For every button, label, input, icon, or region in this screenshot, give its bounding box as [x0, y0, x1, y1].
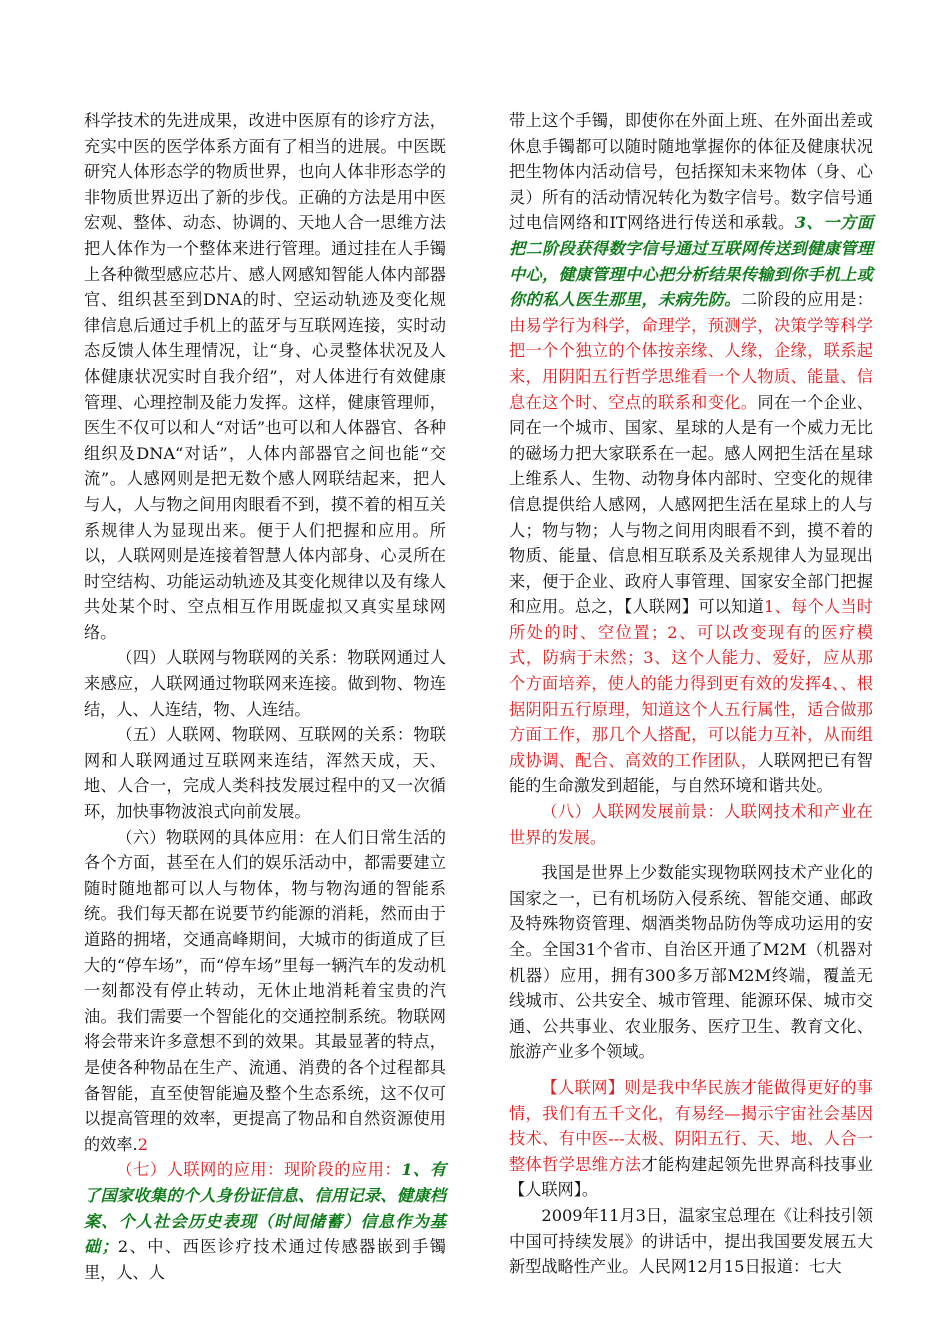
- paragraph-l1: [84, 108, 446, 645]
- text-segment: 2: [137, 1134, 149, 1154]
- paragraph-r4: [509, 1075, 873, 1203]
- paragraph-r2: [509, 799, 873, 850]
- text-segment: 1、有了国家收集的个人身份证信息、信用记录、健康档案、个人社会历史表现（时间储蓄）信息作为基础；: [84, 1160, 447, 1257]
- text-segment: 【人联网】则是我中华民族才能做得更好的事情，我们有五千文化，有易经—揭示宇宙社会基因技术、有中医---太极、阴阳五行、天、地、人合一整体哲学思维方法: [509, 1077, 873, 1174]
- text-segment: 3、一方面把二阶段获得数字信号通过互联网传送到健康管理中心，健康管理中心把分析结果传输到你手机上或你的私人医生那里，未病先防。: [509, 213, 873, 310]
- paragraph-l2: [84, 645, 446, 722]
- right-column: [509, 108, 873, 1280]
- text-segment: 同在一个企业、同在一个城市、国家、星球的人是有一个威力无比的磁场力把大家联系在一起。感人网把生活在星球上维系人、生物、动物身体内部时、空变化的规律信息提供给人感网，人感网把生活在星球上的人与人；物与物；人与物之间用肉眼看不到，摸不着的物质、能量、信息相互联系及关系规律人为显现出来，便于企业、政府人事管理、国家安全部门把握和应用。总之，【人联网】可以知道: [509, 392, 873, 617]
- paragraph-l5: [84, 1157, 446, 1285]
- text-segment: （七）人联网的应用：现阶段的应用：: [116, 1160, 402, 1180]
- text-segment: （六）物联网的具体应用：在人们日常生活的各个方面，甚至在人们的娱乐活动中，都需要建立随时随地都可以人与物体，物与物沟通的智能系统。我们每天都在说要节约能源的消耗，然而由于道路的拥堵，交通高峰期间，大城市的街道成了巨大的“停车场”，而“停车场”里每一辆汽车的发动机一刻都没有停止转动，无休止地消耗着宝贵的汽油。我们需要一个智能化的交通控制系统。物联网将会带来许多意想不到的效果。其最显著的特点，是使各种物品在生产、流通、消费的各个过程都具备智能，直至使智能遍及整个生态系统，这不仅可以提高管理的效率，更提高了物品和自然资源使用的效率.: [84, 827, 446, 1154]
- text-segment: 2、中、西医诊疗技术通过传感器嵌到手镯里，人、人: [84, 1237, 446, 1282]
- paragraph-l4: [84, 825, 446, 1158]
- text-segment: 2009年11月3日，温家宝总理在《让科技引领中国可持续发展》的讲话中，提出我国要发展五大新型战略性产业。人民网12月15日报道：七大: [509, 1205, 873, 1277]
- text-segment: （四）人联网与物联网的关系：物联网通过人来感应，人联网通过物联网来连接。做到物、物连结，人、人连结，物、人连结。: [84, 648, 446, 719]
- text-segment: 人联网把已有智能的生命激发到超能，与自然环境和谐共处。: [509, 750, 873, 796]
- text-segment: 科学技术的先进成果，改进中医原有的诊疗方法，充实中医的医学体系方面有了相当的进展。中医既研究人体形态学的物质世界，也向人体非形态学的非物质世界迈出了新的步伐。正确的方法是用中医宏观、整体、动态、协调的、天地人合一思维方法 把人体作为一个整体来进行管理。通过挂在人手镯上各种微型感应芯片、感人网感知智能人体内部器官、组织甚至到DNA的时、空运动轨迹及变化规律信息后通过手机上的蓝牙与互联网连接，实时动态反馈人体生理情况，让“身、心灵整体状况及人体健康状况实时自我介绍”，对人体进行有效健康管理、心理控制及能力发挥。这样，健康管理师，医生不仅可以和人“对话”也可以和人体器官、各种组织及DNA“对话”，人体内部器官之间也能“交流”。人感网则是把无数个感人网联结起来，把人与人，人与物之间用肉眼看不到，摸不着的相互关系规律人为显现出来。便于人们把握和应用。所以，人联网则是连接着智慧人体内部身、心灵所在时空结构、功能运动轨迹及其变化规律以及有缘人共处某个时、空点相互作用既虚拟又真实星球网络。: [84, 111, 446, 642]
- text-segment: （五）人联网、物联网、互联网的关系：物联网和人联网通过互联网来连结，浑然天成，天、地、人合一，完成人类科技发展过程中的又一次循环，加快事物波浪式向前发展。: [84, 725, 446, 822]
- paragraph-l3: [84, 722, 446, 824]
- text-segment: 才能构建起领先世界高科技事业【人联网】。: [509, 1154, 873, 1200]
- left-column: [84, 108, 446, 1285]
- text-segment: 我国是世界上少数能实现物联网技术产业化的国家之一，已有机场防入侵系统、智能交通、邮政及特殊物资管理、烟酒类物品防伪等成功运用的安全。全国31个省市、自治区开通了M2M（机器对机器）应用，拥有300多万部M2M终端，覆盖无线城市、公共安全、城市管理、能源环保、城市交通、公共事业、农业服务、医疗卫生、教育文化、旅游产业多个领域。: [509, 863, 873, 1062]
- paragraph-r5: [509, 1203, 873, 1280]
- text-segment: 带上这个手镯，即使你在外面上班、在外面出差或休息手镯都可以随时随地掌握你的体征及健康状况把生物体内活动信号，包括探知未来物体（身、心灵）所有的活动情况转化为数字信号。数字信号通过电信网络和IT网络进行传送和承载。: [509, 111, 873, 233]
- text-segment: 由易学行为科学，命理学，预测学，决策学等科学把一个个独立的个体按亲缘、人缘，企缘，联系起来，用阴阳五行哲学思维看一个人物质、能量、信息在这个时、空点的联系和变化。: [509, 315, 873, 412]
- paragraph-r3: [509, 860, 873, 1065]
- text-segment: （八）人联网发展前景：人联网技术和产业在世界的发展。: [509, 802, 873, 847]
- text-segment: 1、每个人当时所处的时、空位置；2、可以改变现有的医疗模式，防病于未然；3、这个人能力、爱好，应从那个方面培养，使人的能力得到更有效的发挥4、、根据阴阳五行原理，知道这个人五行属性，适合做那方面工作，那几个人搭配，可以能力互补，从而组成协调、配合、高效的工作团队，: [509, 597, 873, 770]
- paragraph-r1: [509, 108, 873, 799]
- text-segment: 二阶段的应用是：: [740, 290, 873, 310]
